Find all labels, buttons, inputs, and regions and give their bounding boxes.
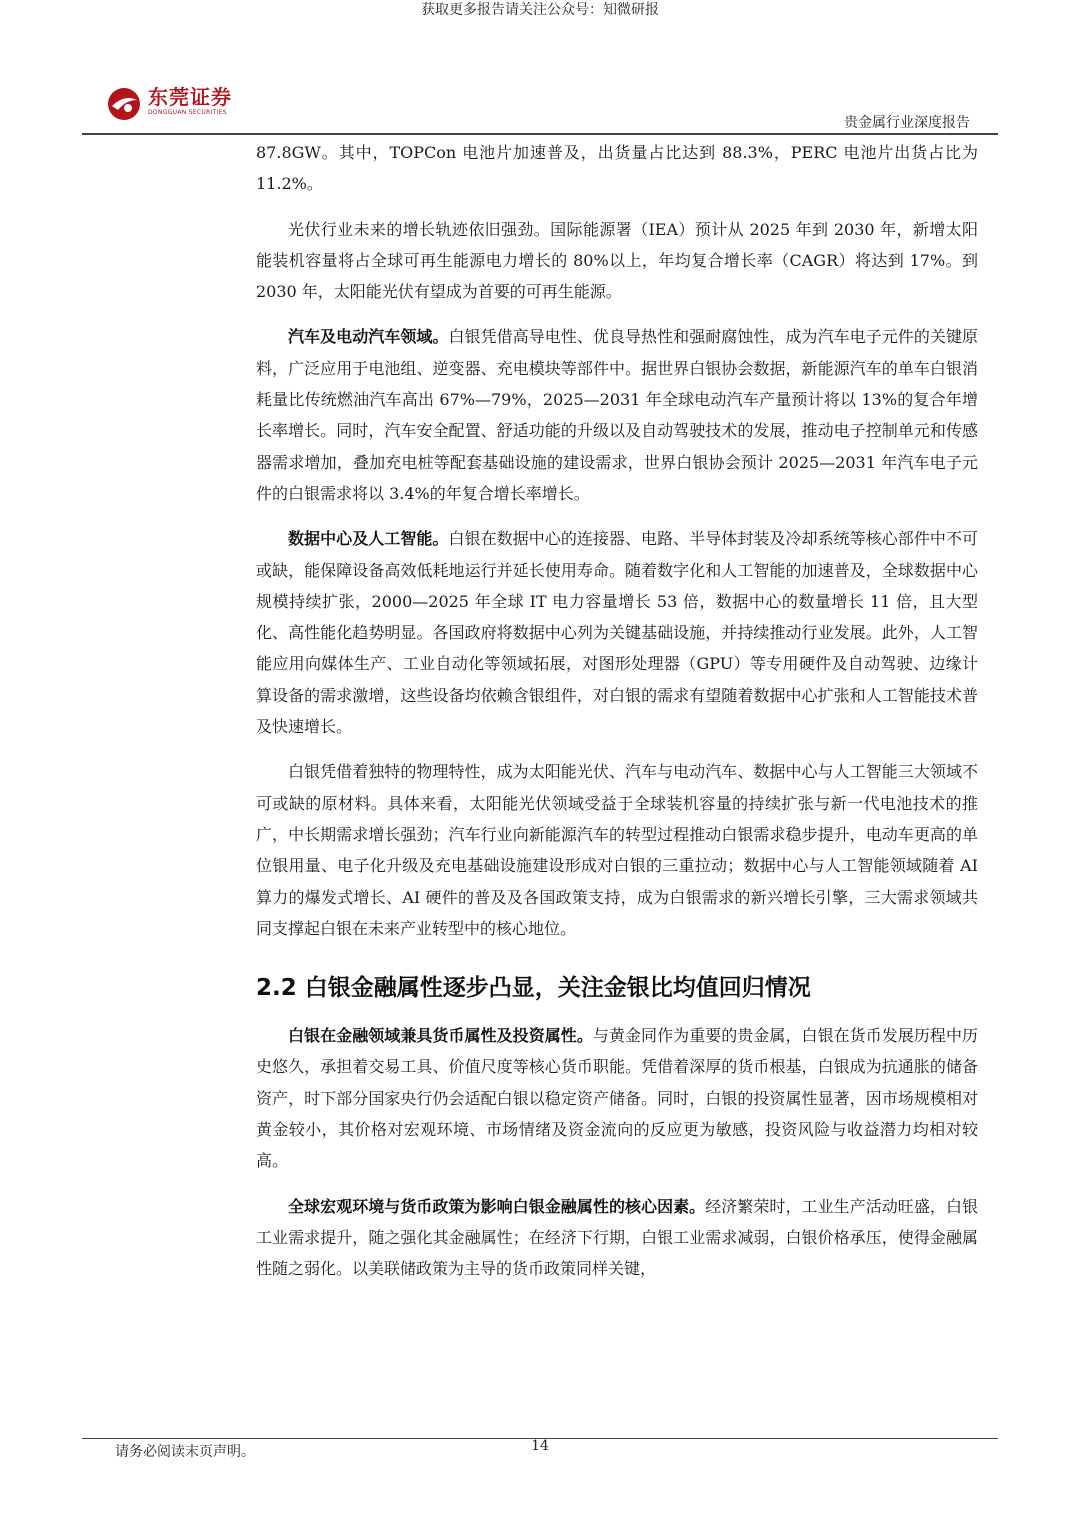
paragraph-macro-policy [256,1191,978,1285]
paragraph-financial-attributes-text: 与黄金同作为重要的贵金属，白银在货币发展历程中历史悠久，承担着交易工具、价值尺度等核心货币职能。凭借着深厚的货币根基，白银成为抗通胀的储备资产，时下部分国家央行仍会适配白银以稳定资产储备。同时，白银的投资属性显著，因市场规模相对黄金较小，其价格对宏观环境、市场情绪及资金流向的反应更为敏感，投资风险与收益潜力均相对较高。 [256,1026,978,1171]
document-body [256,137,978,1285]
paragraph-summary: 白银凭借着独特的物理特性，成为太阳能光伏、汽车与电动汽车、数据中心与人工智能三大领域不可或缺的原材料。具体来看，太阳能光伏领域受益于全球装机容量的持续扩张与新一代电池技术的推广，中长期需求增长强劲；汽车行业向新能源汽车的转型过程推动白银需求稳步提升，电动车更高的单位银用量、电子化升级及充电基础设施建设形成对白银的三重拉动；数据中心与人工智能领域随着 AI 算力的爆发式增长、AI 硬件的普及及各国政策支持，成为白银需求的新兴增长引擎，三大需求领域共同支撑起白银在未来产业转型中的核心地位。 [256,762,978,938]
footer-disclaimer: 请务必阅读末页声明。 [115,1444,255,1460]
section-heading-2-2: 2.2 白银金融属性逐步凸显，关注金银比均值回归情况 [256,975,811,1002]
logo-text-en: DONGGUAN SECURITIES [148,109,227,116]
paragraph-datacenter-ai [256,523,978,742]
paragraph-financial-attributes-lead: 白银在金融领域兼具货币属性及投资属性。 [288,1026,593,1046]
report-type: 贵金属行业深度报告 [844,115,970,131]
paragraph-datacenter-ai-lead: 数据中心及人工智能。 [288,529,449,549]
paragraph-macro-policy-text: 经济繁荣时，工业生产活动旺盛，白银工业需求提升，随之强化其金融属性；在经济下行期，白银工业需求减弱，白银价格承压，使得金融属性随之弱化。以美联储政策为主导的货币政策同样关键， [256,1196,978,1279]
logo-text-cn: 东莞证券 [148,85,232,109]
paragraph-automotive-lead: 汽车及电动汽车领域。 [288,327,449,347]
paragraph-automotive [256,321,978,509]
header-divider [82,133,998,135]
paragraph-macro-policy-lead: 全球宏观环境与货币政策为影响白银金融属性的核心因素。 [288,1196,706,1216]
paragraph-pv-outlook: 光伏行业未来的增长轨迹依旧强劲。国际能源署（IEA）预计从 2025 年到 2030 年，新增太阳能装机容量将占全球可再生能源电力增长的 80%以上，年均复合增长率（CAGR）将达到 17%。到 2030 年，太阳能光伏有望成为首要的可再生能源。 [256,219,978,302]
paragraph-datacenter-ai-text: 白银在数据中心的连接器、电路、半导体封装及冷却系统等核心部件中不可或缺，能保障设备高效低耗地运行并延长使用寿命。随着数字化和人工智能的加速普及，全球数据中心规模持续扩张，2000—2025 年全球 IT 电力容量增长 53 倍，数据中心的数量增长 11 倍，且大型化、高性能化趋势明显。各国政府将数据中心列为关键基础设施，并持续推动行业发展。此外，人工智能应用向媒体生产、工业自动化等领域拓展，对图形处理器（GPU）等专用硬件及自动驾驶、边缘计算设备的需求激增，这些设备均依赖含银组件，对白银的需求有望随着数据中心扩张和人工智能技术普及快速增长。 [256,529,978,737]
logo-mark-icon [106,86,142,122]
page-number: 14 [531,1438,549,1454]
company-logo [106,86,266,122]
paragraph-pv-continued: 87.8GW。其中，TOPCon 电池片加速普及，出货量占比达到 88.3%，PERC 电池片出货占比为 11.2%。 [256,143,978,194]
paragraph-financial-attributes [256,1020,978,1176]
top-note: 获取更多报告请关注公众号：知微研报 [421,2,659,18]
paragraph-automotive-text: 白银凭借高导电性、优良导热性和强耐腐蚀性，成为汽车电子元件的关键原料，广泛应用于电池组、逆变器、充电模块等部件中。据世界白银协会数据，新能源汽车的单车白银消耗量比传统燃油汽车高出 67%—79%，2025—2031 年全球电动汽车产量预计将以 13%的复合年增长率增长。同时，汽车安全配置、舒适功能的升级以及自动驾驶技术的发展，推动电子控制单元和传感器需求增加，叠加充电桩等配套基础设施的建设需求，世界白银协会预计 2025—2031 年汽车电子元件的白银需求将以 3.4%的年复合增长率增长。 [256,327,978,503]
